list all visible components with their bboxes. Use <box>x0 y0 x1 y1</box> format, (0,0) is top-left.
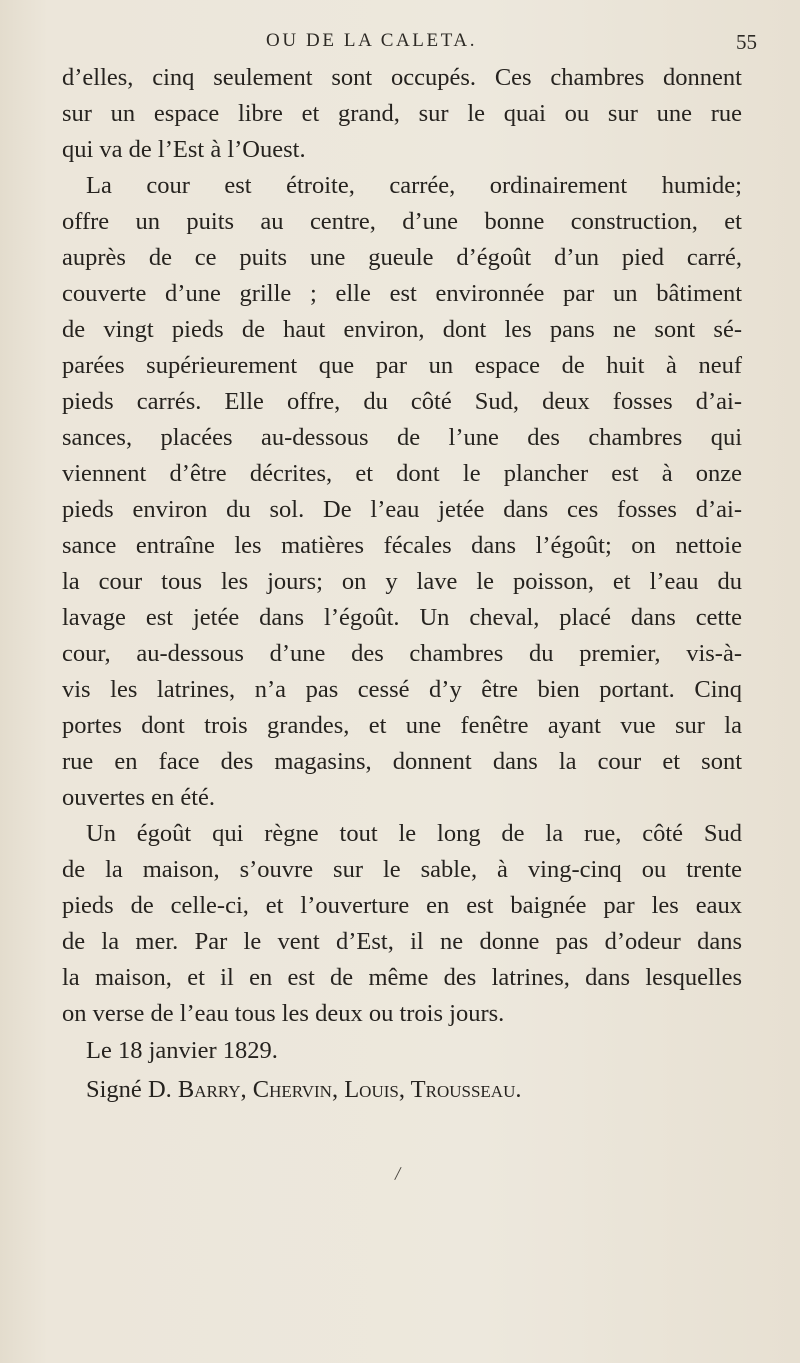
text-line: la maison, et il en est de même des latrines, dans lesquelles <box>62 964 742 991</box>
text-line: de la mer. Par le vent d’Est, il ne donne pas d’odeur dans <box>62 928 742 955</box>
signature-names: D. Barry, Chervin, Louis, Trousseau. <box>147 1076 522 1103</box>
text-line: lavage est jetée dans l’égoût. Un cheval, placé dans cette <box>62 604 742 631</box>
signature-line <box>62 1070 742 1110</box>
text-line: auprès de ce puits une gueule d’égoût d’un pied carré, <box>62 244 742 271</box>
text-line: la cour tous les jours; on y lave le poisson, et l’eau du <box>62 568 742 595</box>
text-line: on verse de l’eau tous les deux ou trois jours. <box>62 1000 505 1027</box>
text-line: ouvertes en été. <box>62 784 216 811</box>
text-line: portes dont trois grandes, et une fenêtre ayant vue sur la <box>62 712 742 739</box>
text-line: pieds carrés. Elle offre, du côté Sud, deux fosses d’ai- <box>62 388 742 415</box>
text-line: sur un espace libre et grand, sur le quai ou sur une rue <box>62 100 742 127</box>
text-line: pieds de celle-ci, et l’ouverture en est baignée par les eaux <box>62 892 742 919</box>
stray-mark: / <box>393 1162 403 1186</box>
text-line: pieds environ du sol. De l’eau jetée dans ces fosses d’ai- <box>62 496 742 523</box>
text-line: rue en face des magasins, donnent dans la cour et sont <box>62 748 742 775</box>
signature-prefix: Signé <box>86 1076 142 1103</box>
text-line: Un égoût qui règne tout le long de la rue, côté Sud <box>86 820 742 847</box>
running-title: OU DE LA CALETA. <box>266 30 478 51</box>
text-line: sances, placées au-dessous de l’une des chambres qui <box>62 424 742 451</box>
text-line: couverte d’une grille ; elle est environnée par un bâtiment <box>62 280 742 307</box>
page-number: 55 <box>736 30 757 54</box>
paragraph-3 <box>62 816 742 1032</box>
text-line: de la maison, s’ouvre sur le sable, à ving-cinq ou trente <box>62 856 742 883</box>
paragraph-1 <box>62 60 742 168</box>
text-line: d’elles, cinq seulement sont occupés. Ces chambres donnent <box>62 64 742 91</box>
text-line: qui va de l’Est à l’Ouest. <box>62 136 306 163</box>
text-line: La cour est étroite, carrée, ordinairement humide; <box>86 172 742 199</box>
text-line: vis les latrines, n’a pas cessé d’y être bien portant. Cinq <box>62 676 742 703</box>
text-line: offre un puits au centre, d’une bonne construction, et <box>62 208 742 235</box>
text-line: cour, au-dessous d’une des chambres du premier, vis-à- <box>62 640 742 667</box>
page-header <box>0 30 800 60</box>
date-line: Le 18 janvier 1829. <box>86 1037 278 1064</box>
text-line: parées supérieurement que par un espace de huit à neuf <box>62 352 742 379</box>
text-line: viennent d’être décrites, et dont le plancher est à onze <box>62 460 742 487</box>
paragraph-2 <box>62 168 742 816</box>
text-line: de vingt pieds de haut environ, dont les pans ne sont sé- <box>62 316 742 343</box>
text-line: sance entraîne les matières fécales dans l’égoût; on nettoie <box>62 532 742 559</box>
body-text <box>62 60 742 1110</box>
